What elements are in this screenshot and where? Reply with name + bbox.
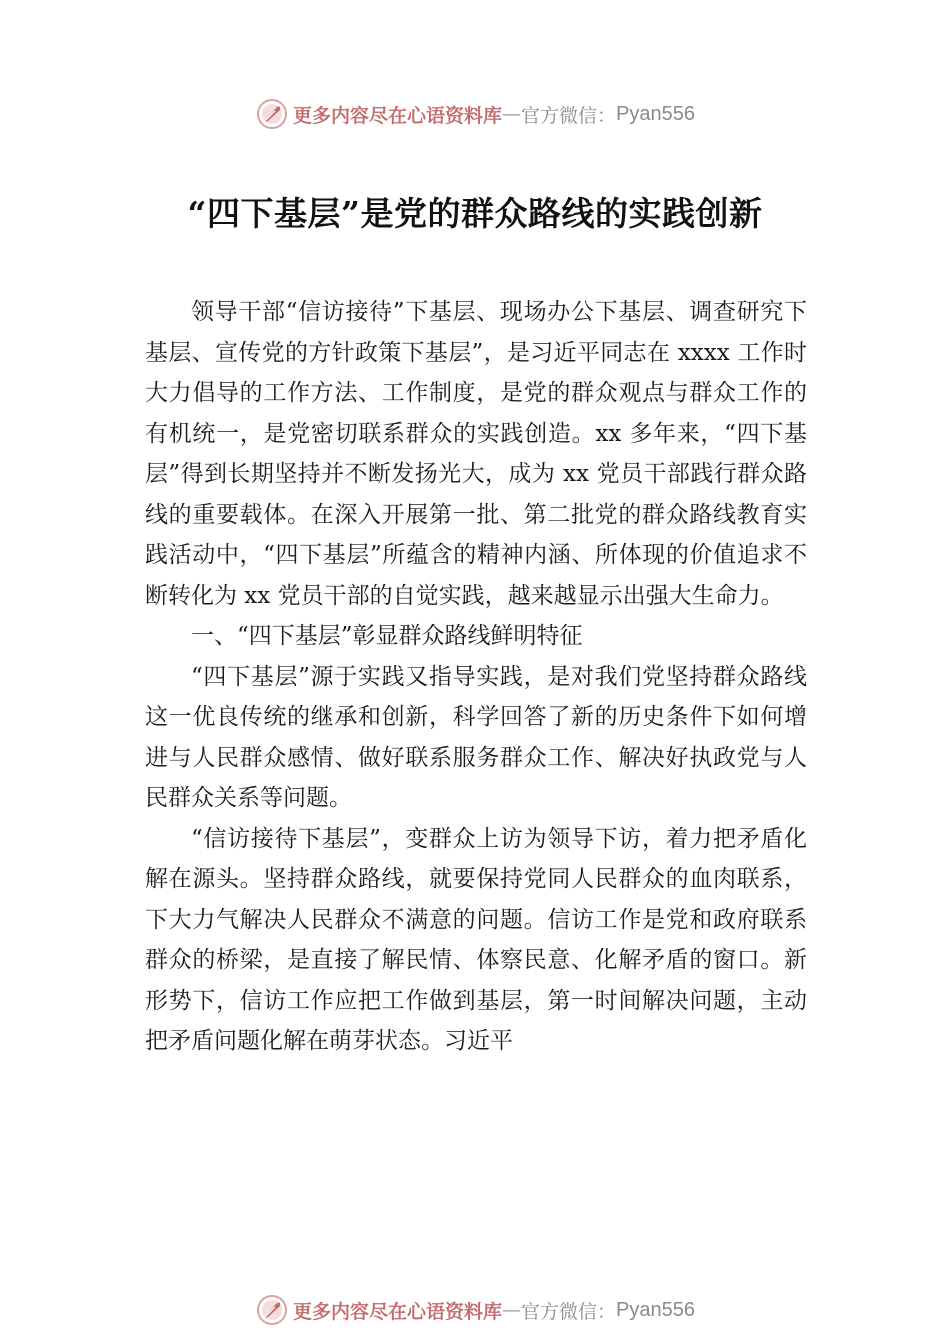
- feather-quill-icon: [255, 97, 289, 131]
- watermark-wechat-label: 官方微信：: [521, 104, 617, 127]
- watermark-footer: [0, 1290, 950, 1330]
- watermark-header: [0, 94, 950, 134]
- section-heading-1: 一、“四下基层”彰显群众路线鲜明特征: [191, 623, 583, 649]
- document-body: [145, 292, 807, 1062]
- watermark-brand-text: 更多内容尽在心语资料库: [293, 1300, 503, 1323]
- watermark-wechat-id: Pyan556: [616, 1298, 695, 1321]
- watermark-dash: —: [502, 1299, 522, 1321]
- watermark-wechat-label: 官方微信：: [521, 1300, 617, 1323]
- page-title: “四下基层”是党的群众路线的实践创新: [187, 194, 763, 233]
- watermark-dash: —: [502, 103, 522, 125]
- feather-quill-icon: [255, 1293, 289, 1327]
- paragraph-intro: 领导干部“信访接待”下基层、现场办公下基层、调查研究下基层、宣传党的方针政策下基层”，是习近平同志在 xxxx 工作时大力倡导的工作方法、工作制度，是党的群众观点与群众工作的有机统一，是党密切联系群众的实践创造。xx 多年来，“四下基层”得到长期坚持并不断发扬光大，成为 xx 党员干部践行群众路线的重要载体。在深入开展第一批、第二批党的群众路线教育实践活动中，“四下基层”所蕴含的精神内涵、所体现的价值追求不断转化为 xx 党员干部的自觉实践，越来越显示出强大生命力。: [145, 299, 807, 609]
- watermark-brand-text: 更多内容尽在心语资料库: [293, 104, 503, 127]
- paragraph-section-1: “四下基层”源于实践又指导实践，是对我们党坚持群众路线这一优良传统的继承和创新，科学回答了新的历史条件下如何增进与人民群众感情、做好联系服务群众工作、解决好执政党与人民群众关系等问题。: [145, 663, 807, 811]
- paragraph-xinfang: “信访接待下基层”，变群众上访为领导下访，着力把矛盾化解在源头。坚持群众路线，就要保持党同人民群众的血肉联系，下大力气解决人民群众不满意的问题。信访工作是党和政府联系群众的桥梁，是直接了解民情、体察民意、化解矛盾的窗口。新形势下，信访工作应把工作做到基层，第一时间解决问题，主动把矛盾问题化解在萌芽状态。习近平: [145, 825, 807, 1054]
- watermark-wechat-id: Pyan556: [616, 102, 695, 125]
